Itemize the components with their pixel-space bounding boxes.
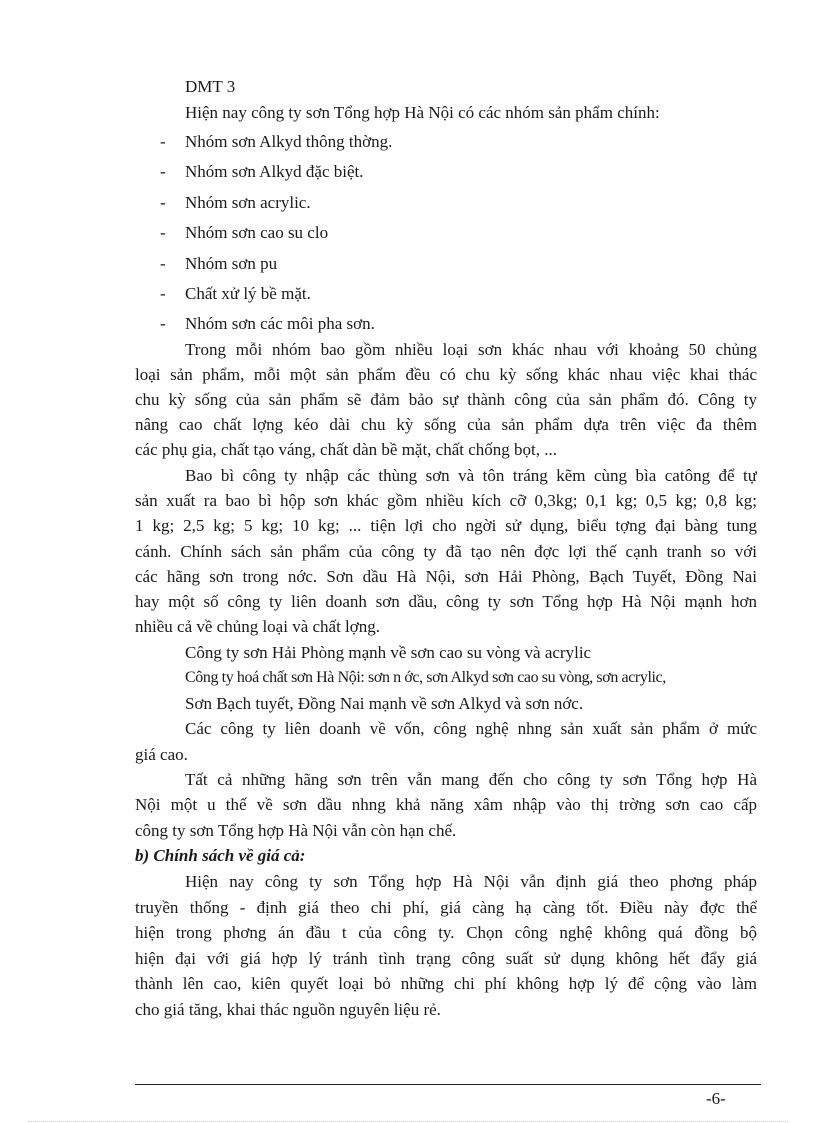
text-line: hay một số công ty liên doanh sơn dầu, công ty sơn Tổng hợp Hà Nội mạnh hơn: [135, 592, 757, 611]
text-line: cho giá tăng, khai thác nguồn nguyên liệu rẻ.: [135, 1000, 441, 1019]
text-line: sản xuất ra bao bì hộp sơn khác gồm nhiều kích cỡ 0,3kg; 0,1 kg; 0,5 kg; 0,8 kg;: [135, 491, 757, 510]
intro-line: Hiện nay công ty sơn Tổng hợp Hà Nội có các nhóm sản phẩm chính:: [185, 103, 660, 122]
bullet-marker: -: [160, 284, 166, 303]
text-line: Bao bì công ty nhập các thùng sơn và tôn tráng kẽm cùng bìa catông để tự: [185, 466, 757, 485]
bullet-marker: -: [160, 223, 166, 242]
footer-divider: [135, 1084, 761, 1085]
text-line: công ty sơn Tổng hợp Hà Nội vẫn còn hạn chế.: [135, 821, 457, 840]
text-line: nâng cao chất lợng kéo dài chu kỳ sống của sản phẩm dựa trên việc đa thêm: [135, 415, 757, 434]
page-bottom-edge: [28, 1121, 788, 1122]
list-item: Nhóm sơn Alkyd đặc biệt.: [185, 162, 364, 181]
bullet-marker: -: [160, 314, 166, 333]
text-line: Hiện nay công ty sơn Tổng hợp Hà Nội vẫn định giá theo phơng pháp: [185, 872, 757, 891]
text-line: Nội một u thế về sơn dầu nhng khả năng xâm nhập vào thị trờng sơn cao cấp: [135, 795, 757, 814]
text-line: 1 kg; 2,5 kg; 5 kg; 10 kg; ... tiện lợi cho ngời sử dụng, biểu tợng đại bàng tung: [135, 516, 757, 535]
competitor-haiphong: Công ty sơn Hải Phòng mạnh về sơn cao su vòng và acrylic: [185, 643, 592, 662]
text-line: nhiều cả về chủng loại và chất lợng.: [135, 617, 381, 636]
text-line: Các công ty liên doanh về vốn, công nghệ nhng sản xuất sản phẩm ở mức: [185, 719, 757, 738]
text-line: Tất cả những hãng sơn trên vẫn mang đến cho công ty sơn Tổng hợp Hà: [185, 770, 757, 789]
text-line: truyền thống - định giá theo chi phí, giá càng hạ càng tốt. Điều này đợc thể: [135, 898, 757, 917]
bullet-marker: -: [160, 254, 166, 273]
bullet-marker: -: [160, 162, 166, 181]
list-item: Chất xử lý bề mặt.: [185, 284, 311, 303]
list-item: Nhóm sơn pu: [185, 254, 278, 273]
doc-code: DMT 3: [185, 77, 236, 96]
text-line: hiện trong phơng án đầu t của công ty. Chọn công nghệ không quá đồng bộ: [135, 923, 757, 942]
text-line: giá cao.: [135, 745, 188, 764]
section-heading-pricing: b) Chính sách về giá cả:: [135, 846, 306, 865]
competitor-bachtuyet: Sơn Bạch tuyết, Đồng Nai mạnh về sơn Alkyd và sơn nớc.: [185, 694, 584, 713]
text-line: cánh. Chính sách sản phẩm của công ty đã tạo nên đợc lợi thế cạnh tranh so với: [135, 542, 757, 561]
list-item: Nhóm sơn acrylic.: [185, 193, 311, 212]
text-line: các phụ gia, chất tạo váng, chất dàn bề mặt, chất chống bọt, ...: [135, 440, 558, 459]
list-item: Nhóm sơn các môi pha sơn.: [185, 314, 375, 333]
page-number: -6-: [706, 1089, 726, 1108]
list-item: Nhóm sơn cao su clo: [185, 223, 329, 242]
text-line: hiện đại với giá hợp lý tránh tình trạng công suất sử dụng không hết đẩy giá: [135, 949, 757, 968]
competitor-hoachat: Công ty hoá chất sơn Hà Nội: sơn n ớc, sơn Alkyd sơn cao su vòng, sơn acrylic,: [185, 669, 666, 686]
bullet-marker: -: [160, 132, 166, 151]
text-line: chu kỳ sống của sản phẩm sẽ đảm bảo sự thành công của sản phẩm đó. Công ty: [135, 390, 757, 409]
list-item: Nhóm sơn Alkyd thông thờng.: [185, 132, 393, 151]
text-line: thành lên cao, kiên quyết loại bỏ những chi phí không hợp lý để cộng vào làm: [135, 974, 757, 993]
text-line: các hãng sơn trong nớc. Sơn dầu Hà Nội, sơn Hải Phòng, Bạch Tuyết, Đồng Nai: [135, 567, 757, 586]
text-line: Trong mỗi nhóm bao gồm nhiều loại sơn khác nhau với khoảng 50 chủng: [185, 340, 757, 359]
bullet-marker: -: [160, 193, 166, 212]
text-line: loại sản phẩm, mỗi một sản phẩm đều có chu kỳ sống khác nhau việc khai thác: [135, 365, 757, 384]
